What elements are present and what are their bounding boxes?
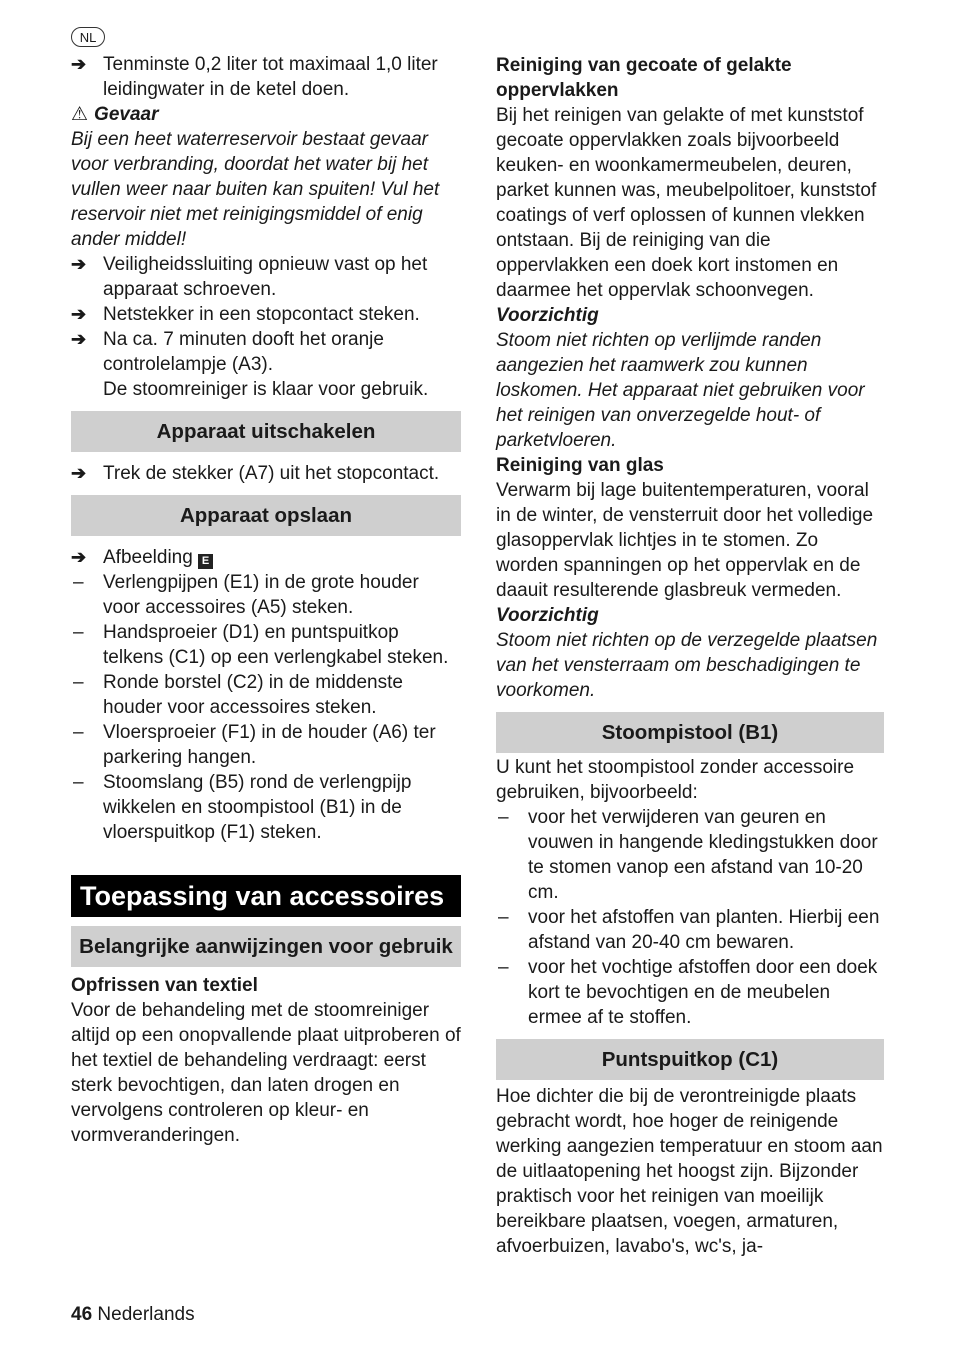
subheading-coated: Reiniging van gecoate of gelakte oppervlakken xyxy=(496,55,792,101)
list-item xyxy=(496,905,884,955)
arrow-icon: ➔ xyxy=(71,254,87,274)
list-item-text: Handsproeier (D1) en puntspuitkop telkens (C1) op een verlengkabel steken. xyxy=(103,622,449,668)
caution-title: Voorzichtig xyxy=(496,605,599,626)
dash-marker: – xyxy=(498,807,509,828)
section-heading-steam-gun: Stoompistool (B1) xyxy=(496,712,884,753)
paragraph-coated: Bij het reinigen van gelakte of met kunststof gecoate oppervlakken zoals bijvoorbeeld keuken- en woonkamermeubelen, deuren, parket kunnen was, meubelpolitoer, kunststof coatings of verf oplossen of kunnen vlekken ontstaan. Bij de reiniging van die oppervlakken een doek kort instomen en daarmee het oppervlak schoonvegen. xyxy=(496,105,877,301)
step-text: Veiligheidssluiting opnieuw vast op het apparaat schroeven. xyxy=(103,254,428,300)
list-item-text: voor het afstoffen van planten. Hierbij een afstand van 20-40 cm bewaren. xyxy=(528,907,880,953)
instruction-step xyxy=(71,327,461,377)
page-number: 46 xyxy=(71,1304,93,1325)
step-text: Tenminste 0,2 liter tot maximaal 1,0 liter leidingwater in de ketel doen. xyxy=(103,54,438,100)
paragraph-glass: Verwarm bij lage buitentemperaturen, vooral in de winter, de vensterruit door het volledige glasoppervlak lichtjes in te stomen. Zo worden spanningen op het oppervlak en de daauit resulterende glasbreuk vermeden. xyxy=(496,480,874,601)
list-item-text: Vloersproeier (F1) in de houder (A6) ter parkering hangen. xyxy=(103,722,436,768)
list-item xyxy=(71,670,461,720)
figure-e-icon: E xyxy=(198,554,213,569)
step-text: Netstekker in een stopcontact steken. xyxy=(103,304,420,325)
left-column xyxy=(71,52,461,1148)
caution-text: Stoom niet richten op de verzegelde plaatsen van het vensterraam om beschadigingen te voorkomen. xyxy=(496,630,878,701)
arrow-icon: ➔ xyxy=(71,54,87,74)
step-note: De stoomreiniger is klaar voor gebruik. xyxy=(103,379,429,400)
arrow-icon: ➔ xyxy=(71,304,87,324)
paragraph-nozzle: Hoe dichter die bij de verontreinigde plaats gebracht wordt, hoe hoger de reinigende werking aangezien temperatuur en stoom aan de uitlaatopening het hoogst zijn. Bijzonder praktisch voor het reinigen van moeilijk bereikbare plaatsen, voegen, armaturen, afvoerbuizen, lavabo's, wc's, ja- xyxy=(496,1086,883,1257)
instruction-step xyxy=(71,302,461,327)
dash-marker: – xyxy=(498,907,509,928)
language-badge: NL xyxy=(71,27,105,47)
dash-marker: – xyxy=(73,622,84,643)
arrow-icon: ➔ xyxy=(71,329,87,349)
caution-title: Voorzichtig xyxy=(496,305,599,326)
list-item-text: Verlengpijpen (E1) in de grote houder voor accessoires (A5) steken. xyxy=(103,572,419,618)
section-heading-store: Apparaat opslaan xyxy=(71,495,461,536)
list-item xyxy=(71,770,461,845)
paragraph-steam-gun: U kunt het stoompistool zonder accessoire gebruiken, bijvoorbeeld: xyxy=(496,757,855,803)
warning-icon: ⚠ xyxy=(71,104,89,125)
step-text: Trek de stekker (A7) uit het stopcontact. xyxy=(103,463,440,484)
step-text: Afbeelding xyxy=(103,547,193,568)
arrow-icon: ➔ xyxy=(71,463,87,483)
list-item xyxy=(71,620,461,670)
dash-marker: – xyxy=(73,772,84,793)
paragraph-textile: Voor de behandeling met de stoomreiniger altijd op een onopvallende plaat uitproberen of het textiel de behandeling verdraagt: eerst sterk bevochtigen, dan laten drogen en vervolgens controleren op kleur- en vormveranderingen. xyxy=(71,1000,461,1146)
list-item xyxy=(496,955,884,1030)
right-column xyxy=(496,52,884,1259)
list-item-text: voor het vochtige afstoffen door een doek kort te bevochtigen en de meubelen ermee af te stoffen. xyxy=(528,957,878,1028)
instruction-step xyxy=(71,461,461,486)
subheading-textile: Opfrissen van textiel xyxy=(71,975,258,996)
caution-text: Stoom niet richten op verlijmde randen aangezien het raamwerk zou kunnen loskomen. Het apparaat niet gebruiken voor het reinigen van onverzegelde hout- of parketvloeren. xyxy=(496,330,865,451)
dash-marker: – xyxy=(73,672,84,693)
dash-marker: – xyxy=(73,722,84,743)
instruction-step xyxy=(71,252,461,302)
list-item xyxy=(496,805,884,905)
list-item xyxy=(71,720,461,770)
list-item-text: Stoomslang (B5) rond de verlengpijp wikkelen en stoompistool (B1) in de vloerspuitkop (F1) steken. xyxy=(103,772,412,843)
section-heading-tips: Belangrijke aanwijzingen voor gebruik xyxy=(71,926,461,967)
subheading-glass: Reiniging van glas xyxy=(496,455,664,476)
warning-heading xyxy=(71,102,461,127)
arrow-icon: ➔ xyxy=(71,547,87,567)
page-footer xyxy=(71,1302,195,1327)
warning-title: Gevaar xyxy=(94,104,159,125)
instruction-step xyxy=(71,545,461,570)
section-heading-switch-off: Apparaat uitschakelen xyxy=(71,411,461,452)
step-text: Na ca. 7 minuten dooft het oranje controlelampje (A3). xyxy=(103,329,384,375)
footer-language: Nederlands xyxy=(97,1304,195,1325)
warning-text: Bij een heet waterreservoir bestaat gevaar voor verbranding, doordat het water bij het vullen weer naar buiten kan spuiten! Vul het reservoir niet met reinigingsmiddel of enig ander middel! xyxy=(71,129,440,250)
section-heading-nozzle: Puntspuitkop (C1) xyxy=(496,1039,884,1080)
instruction-step xyxy=(71,52,461,102)
list-item-text: voor het verwijderen van geuren en vouwen in hangende kledingstukken door te stomen vanop een afstand van 10-20 cm. xyxy=(528,807,878,903)
list-item xyxy=(71,570,461,620)
dash-marker: – xyxy=(498,957,509,978)
chapter-heading: Toepassing van accessoires xyxy=(71,875,461,917)
dash-marker: – xyxy=(73,572,84,593)
list-item-text: Ronde borstel (C2) in de middenste houder voor accessoires steken. xyxy=(103,672,403,718)
